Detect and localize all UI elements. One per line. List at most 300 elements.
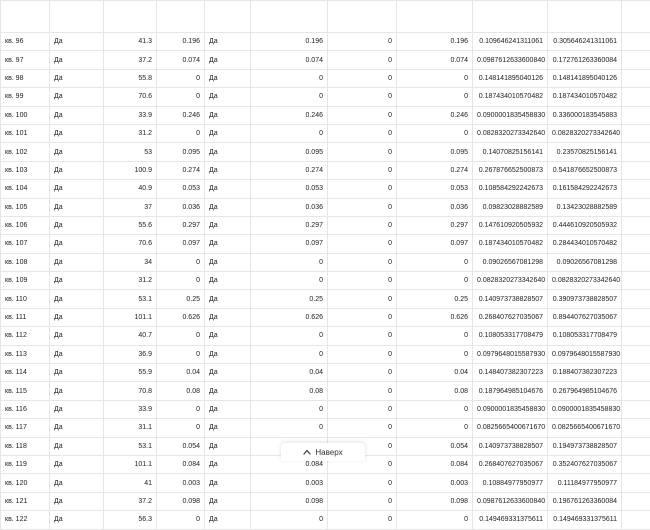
value-cell: 0.147610920505932 (473, 216, 548, 234)
flag-cell: Да (50, 400, 104, 418)
value-cell: 0.10884977950977 (473, 474, 548, 492)
area-cell: 34 (104, 253, 157, 271)
total-cell: 0.172761263360084 (548, 51, 622, 69)
empty-cell (622, 272, 650, 290)
value-cell: 0.097 (397, 235, 473, 253)
total-cell: 0.11184977950977 (548, 474, 622, 492)
value-cell: 0 (157, 419, 205, 437)
table-row (1, 327, 650, 345)
empty-cell (622, 308, 650, 326)
empty-cell (622, 382, 650, 400)
value-cell: 0.053 (157, 180, 205, 198)
apartment-cell: кв. 115 (1, 382, 50, 400)
empty-cell (622, 124, 650, 142)
flag-cell: Да (50, 106, 104, 124)
value-cell: 0.084 (251, 455, 328, 473)
area-cell: 70.6 (104, 235, 157, 253)
flag-cell: Да (205, 69, 251, 87)
value-cell: 0 (251, 400, 328, 418)
flag-cell: Да (205, 327, 251, 345)
apartment-cell: кв. 110 (1, 290, 50, 308)
table-row (1, 364, 650, 382)
table-row (1, 474, 650, 492)
flag-cell: Да (205, 308, 251, 326)
value-cell: 0.08 (397, 382, 473, 400)
total-cell: 0.0825665400671670 (548, 419, 622, 437)
value-cell: 0.036 (397, 198, 473, 216)
value-cell: 0.097 (157, 235, 205, 253)
area-cell: 101.1 (104, 308, 157, 326)
value-cell: 0 (397, 511, 473, 529)
apartment-cell: кв. 117 (1, 419, 50, 437)
apartment-cell: кв. 106 (1, 216, 50, 234)
value-cell: 0.196 (251, 33, 328, 51)
table-row (1, 69, 650, 87)
flag-cell: Да (50, 382, 104, 400)
empty-cell (622, 69, 650, 87)
area-cell: 33.9 (104, 400, 157, 418)
value-cell: 0 (328, 235, 397, 253)
apartment-cell: кв. 108 (1, 253, 50, 271)
value-cell: 0.04 (157, 364, 205, 382)
total-cell: 0.284434010570482 (548, 235, 622, 253)
flag-cell: Да (50, 180, 104, 198)
value-cell: 0 (157, 345, 205, 363)
table-row (1, 143, 650, 161)
flag-cell: Да (205, 345, 251, 363)
value-cell: 0 (328, 253, 397, 271)
value-cell: 0.246 (157, 106, 205, 124)
value-cell: 0.0987612633600840 (473, 51, 548, 69)
value-cell: 0.196 (157, 33, 205, 51)
value-cell: 0.274 (251, 161, 328, 179)
apartment-cell: кв. 103 (1, 161, 50, 179)
value-cell: 0 (397, 88, 473, 106)
value-cell: 0 (328, 308, 397, 326)
value-cell: 0.274 (397, 161, 473, 179)
value-cell: 0 (251, 419, 328, 437)
total-cell: 0.161584292242673 (548, 180, 622, 198)
area-cell: 40.7 (104, 327, 157, 345)
value-cell: 0 (397, 400, 473, 418)
value-cell: 0.25 (397, 290, 473, 308)
value-cell: 0.626 (157, 308, 205, 326)
apartment-cell: кв. 105 (1, 198, 50, 216)
area-cell: 53.1 (104, 437, 157, 455)
flag-cell: Да (205, 198, 251, 216)
value-cell: 0.036 (251, 198, 328, 216)
value-cell: 0 (157, 88, 205, 106)
apartment-cell: кв. 111 (1, 308, 50, 326)
header-cell (104, 1, 157, 33)
value-cell: 0.097 (251, 235, 328, 253)
flag-cell: Да (50, 474, 104, 492)
table-row (1, 106, 650, 124)
empty-cell (622, 511, 650, 529)
total-cell: 0.336000183545883 (548, 106, 622, 124)
empty-cell (622, 455, 650, 473)
total-cell: 0.09026567081298 (548, 253, 622, 271)
value-cell: 0 (397, 327, 473, 345)
header-cell (50, 1, 104, 33)
area-cell: 31.2 (104, 272, 157, 290)
value-cell: 0.084 (397, 455, 473, 473)
area-cell: 55.9 (104, 364, 157, 382)
total-cell: 0.0828320273342640 (548, 272, 622, 290)
area-cell: 55.8 (104, 69, 157, 87)
flag-cell: Да (205, 511, 251, 529)
chevron-up-icon (303, 449, 311, 455)
value-cell: 0.246 (397, 106, 473, 124)
value-cell: 0 (397, 345, 473, 363)
total-cell: 0.444610920505932 (548, 216, 622, 234)
value-cell: 0 (157, 511, 205, 529)
empty-cell (622, 364, 650, 382)
value-cell: 0.187434010570482 (473, 88, 548, 106)
value-cell: 0 (328, 161, 397, 179)
flag-cell: Да (205, 492, 251, 510)
value-cell: 0.0900001835458830 (473, 400, 548, 418)
flag-cell: Да (205, 419, 251, 437)
area-cell: 36.9 (104, 345, 157, 363)
total-cell: 0.149469331375611 (548, 511, 622, 529)
value-cell: 0 (328, 437, 397, 455)
total-cell: 0.13423028882589 (548, 198, 622, 216)
value-cell: 0 (328, 400, 397, 418)
apartment-cell: кв. 96 (1, 33, 50, 51)
total-cell: 0.188407382307223 (548, 364, 622, 382)
value-cell: 0.297 (397, 216, 473, 234)
apartment-cell: кв. 99 (1, 88, 50, 106)
flag-cell: Да (205, 161, 251, 179)
area-cell: 31.1 (104, 419, 157, 437)
table-header-row (1, 1, 650, 33)
table-row (1, 290, 650, 308)
flag-cell: Да (50, 88, 104, 106)
value-cell: 0.0828320273342640 (473, 124, 548, 142)
empty-cell (622, 88, 650, 106)
table-row (1, 382, 650, 400)
area-cell: 41.3 (104, 33, 157, 51)
value-cell: 0.268407627035067 (473, 308, 548, 326)
value-cell: 0 (328, 382, 397, 400)
header-cell (1, 1, 50, 33)
empty-cell (622, 33, 650, 51)
empty-cell (622, 161, 650, 179)
total-cell: 0.108053317708479 (548, 327, 622, 345)
value-cell: 0.053 (251, 180, 328, 198)
value-cell: 0.246 (251, 106, 328, 124)
value-cell: 0 (328, 180, 397, 198)
header-cell (205, 1, 251, 33)
total-cell: 0.0828320273342640 (548, 124, 622, 142)
area-cell: 37.2 (104, 51, 157, 69)
table-row (1, 400, 650, 418)
value-cell: 0 (397, 272, 473, 290)
value-cell: 0 (328, 327, 397, 345)
value-cell: 0.084 (157, 455, 205, 473)
value-cell: 0.04 (251, 364, 328, 382)
flag-cell: Да (50, 345, 104, 363)
table-row (1, 88, 650, 106)
header-cell (473, 1, 548, 33)
area-cell: 37.2 (104, 492, 157, 510)
table-row (1, 161, 650, 179)
table-row (1, 33, 650, 51)
empty-cell (622, 180, 650, 198)
value-cell: 0 (328, 364, 397, 382)
value-cell: 0 (157, 253, 205, 271)
header-cell (328, 1, 397, 33)
value-cell: 0.0825665400671670 (473, 419, 548, 437)
apartment-cell: кв. 112 (1, 327, 50, 345)
flag-cell: Да (205, 180, 251, 198)
flag-cell: Да (205, 382, 251, 400)
value-cell: 0.268407627035067 (473, 455, 548, 473)
area-cell: 56.3 (104, 511, 157, 529)
table-row (1, 180, 650, 198)
flag-cell: Да (50, 492, 104, 510)
flag-cell: Да (50, 124, 104, 142)
empty-cell (622, 327, 650, 345)
area-cell: 100.9 (104, 161, 157, 179)
value-cell: 0 (328, 474, 397, 492)
header-cell (157, 1, 205, 33)
table-row (1, 511, 650, 529)
apartment-cell: кв. 120 (1, 474, 50, 492)
apartment-cell: кв. 121 (1, 492, 50, 510)
value-cell: 0 (328, 124, 397, 142)
value-cell: 0.196 (397, 33, 473, 51)
value-cell: 0 (328, 492, 397, 510)
value-cell: 0 (397, 124, 473, 142)
value-cell: 0 (328, 419, 397, 437)
empty-cell (622, 143, 650, 161)
value-cell: 0 (397, 253, 473, 271)
flag-cell: Да (50, 198, 104, 216)
flag-cell: Да (205, 124, 251, 142)
value-cell: 0.09823028882589 (473, 198, 548, 216)
value-cell: 0.108584292242673 (473, 180, 548, 198)
apartment-cell: кв. 113 (1, 345, 50, 363)
table-row (1, 345, 650, 363)
table-row (1, 198, 650, 216)
back-to-top-button[interactable] (281, 443, 365, 461)
flag-cell: Да (50, 272, 104, 290)
table-row (1, 253, 650, 271)
empty-cell (622, 235, 650, 253)
apartment-cell: кв. 114 (1, 364, 50, 382)
flag-cell: Да (50, 290, 104, 308)
apartment-cell: кв. 118 (1, 437, 50, 455)
apartment-cell: кв. 119 (1, 455, 50, 473)
value-cell: 0.08 (157, 382, 205, 400)
apartment-cell: кв. 101 (1, 124, 50, 142)
total-cell: 0.0900001835458830 (548, 400, 622, 418)
value-cell: 0.04 (397, 364, 473, 382)
value-cell: 0.187434010570482 (473, 235, 548, 253)
total-cell: 0.196761263360084 (548, 492, 622, 510)
empty-cell (622, 345, 650, 363)
area-cell: 53.1 (104, 290, 157, 308)
value-cell: 0.003 (157, 474, 205, 492)
value-cell: 0.098 (157, 492, 205, 510)
value-cell: 0 (328, 143, 397, 161)
value-cell: 0 (157, 272, 205, 290)
value-cell: 0 (251, 253, 328, 271)
total-cell: 0.390973738828507 (548, 290, 622, 308)
value-cell: 0.626 (251, 308, 328, 326)
value-cell: 0.036 (157, 198, 205, 216)
area-cell: 70.6 (104, 88, 157, 106)
flag-cell: Да (205, 88, 251, 106)
apartment-cell: кв. 97 (1, 51, 50, 69)
value-cell: 0.0900001835458830 (473, 106, 548, 124)
value-cell: 0.098 (397, 492, 473, 510)
value-cell: 0.054 (157, 437, 205, 455)
value-cell: 0 (328, 88, 397, 106)
value-cell: 0 (328, 198, 397, 216)
value-cell: 0.274 (157, 161, 205, 179)
value-cell: 0 (328, 106, 397, 124)
value-cell: 0.148407382307223 (473, 364, 548, 382)
flag-cell: Да (205, 272, 251, 290)
apartment-cell: кв. 98 (1, 69, 50, 87)
value-cell: 0.003 (251, 474, 328, 492)
area-cell: 53 (104, 143, 157, 161)
value-cell: 0.626 (397, 308, 473, 326)
flag-cell: Да (50, 455, 104, 473)
table-row (1, 492, 650, 510)
area-cell: 40.9 (104, 180, 157, 198)
value-cell: 0 (251, 511, 328, 529)
table-row (1, 124, 650, 142)
table-row (1, 272, 650, 290)
value-cell: 0.08 (251, 382, 328, 400)
total-cell: 0.187434010570482 (548, 88, 622, 106)
empty-cell (622, 492, 650, 510)
value-cell: 0.297 (251, 216, 328, 234)
flag-cell: Да (205, 253, 251, 271)
flag-cell: Да (50, 235, 104, 253)
value-cell: 0.095 (397, 143, 473, 161)
apartment-cell: кв. 116 (1, 400, 50, 418)
table-row (1, 419, 650, 437)
apartment-cell: кв. 102 (1, 143, 50, 161)
total-cell: 0.267964985104676 (548, 382, 622, 400)
apartment-cell: кв. 109 (1, 272, 50, 290)
flag-cell: Да (205, 364, 251, 382)
flag-cell: Да (50, 327, 104, 345)
value-cell: 0 (251, 327, 328, 345)
total-cell: 0.0979648015587930 (548, 345, 622, 363)
value-cell: 0.108053317708479 (473, 327, 548, 345)
empty-cell (622, 106, 650, 124)
back-to-top-label: Наверх (315, 448, 342, 457)
empty-cell (622, 474, 650, 492)
flag-cell: Да (50, 69, 104, 87)
value-cell: 0.297 (157, 216, 205, 234)
header-cell (622, 1, 650, 33)
value-cell: 0.0979648015587930 (473, 345, 548, 363)
total-cell: 0.305646241311061 (548, 33, 622, 51)
value-cell: 0 (251, 345, 328, 363)
area-cell: 33.9 (104, 106, 157, 124)
value-cell: 0.003 (397, 474, 473, 492)
flag-cell: Да (205, 143, 251, 161)
value-cell: 0 (328, 272, 397, 290)
total-cell: 0.194973738828507 (548, 437, 622, 455)
value-cell: 0 (328, 69, 397, 87)
flag-cell: Да (205, 216, 251, 234)
apartment-cell: кв. 104 (1, 180, 50, 198)
total-cell: 0.352407627035067 (548, 455, 622, 473)
empty-cell (622, 198, 650, 216)
value-cell: 0 (328, 290, 397, 308)
total-cell: 0.148141895040126 (548, 69, 622, 87)
flag-cell: Да (205, 290, 251, 308)
table-row (1, 216, 650, 234)
empty-cell (622, 51, 650, 69)
flag-cell: Да (205, 51, 251, 69)
value-cell: 0.074 (251, 51, 328, 69)
value-cell: 0 (157, 69, 205, 87)
flag-cell: Да (50, 51, 104, 69)
empty-cell (622, 216, 650, 234)
value-cell: 0 (251, 69, 328, 87)
value-cell: 0.095 (157, 143, 205, 161)
total-cell: 0.23570825156141 (548, 143, 622, 161)
value-cell: 0.148141895040126 (473, 69, 548, 87)
header-cell (251, 1, 328, 33)
flag-cell: Да (50, 437, 104, 455)
area-cell: 41 (104, 474, 157, 492)
value-cell: 0 (328, 511, 397, 529)
value-cell: 0.054 (397, 437, 473, 455)
value-cell: 0 (397, 419, 473, 437)
value-cell: 0 (157, 327, 205, 345)
value-cell: 0.25 (251, 290, 328, 308)
value-cell: 0.098 (251, 492, 328, 510)
value-cell: 0.109646241311061 (473, 33, 548, 51)
value-cell: 0.25 (157, 290, 205, 308)
value-cell: 0.053 (397, 180, 473, 198)
total-cell: 0.894407627035067 (548, 308, 622, 326)
apartment-cell: кв. 107 (1, 235, 50, 253)
table-row (1, 235, 650, 253)
area-cell: 31.2 (104, 124, 157, 142)
value-cell: 0.267876652500873 (473, 161, 548, 179)
flag-cell: Да (205, 455, 251, 473)
value-cell: 0.09026567081298 (473, 253, 548, 271)
flag-cell: Да (205, 474, 251, 492)
value-cell: 0.14070825156141 (473, 143, 548, 161)
area-cell: 70.8 (104, 382, 157, 400)
value-cell: 0 (251, 272, 328, 290)
value-cell: 0.149469331375611 (473, 511, 548, 529)
apartment-cell: кв. 122 (1, 511, 50, 529)
area-cell: 101.1 (104, 455, 157, 473)
value-cell: 0 (397, 69, 473, 87)
empty-cell (622, 400, 650, 418)
flag-cell: Да (50, 216, 104, 234)
area-cell: 37 (104, 198, 157, 216)
flag-cell: Да (205, 437, 251, 455)
value-cell: 0.140973738828507 (473, 290, 548, 308)
flag-cell: Да (205, 106, 251, 124)
value-cell: 0 (157, 400, 205, 418)
table-row (1, 308, 650, 326)
